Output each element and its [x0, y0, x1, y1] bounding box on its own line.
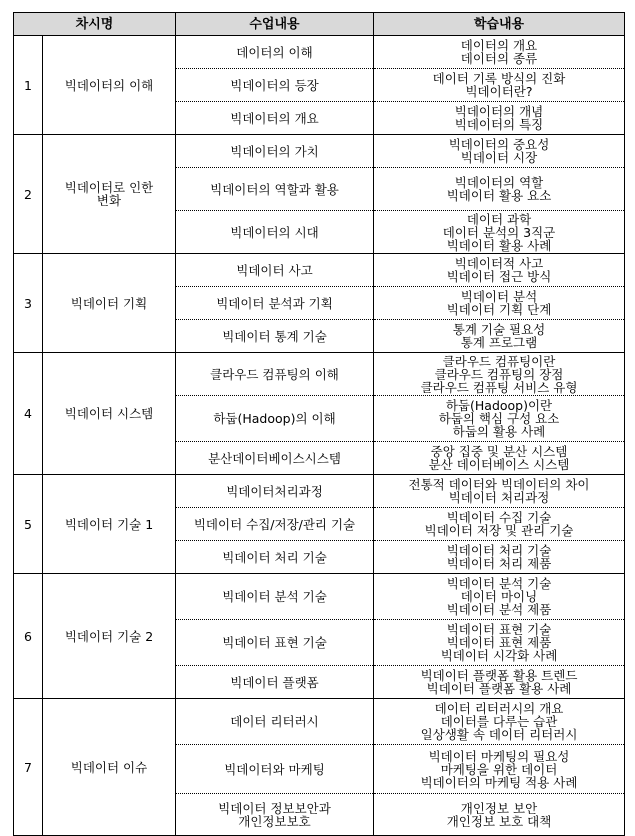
learning-content-cell	[374, 320, 625, 353]
learning-content-line: 하둡의 핵심 구성 요소	[438, 411, 560, 426]
learning-content-line: 통계 기술 필요성	[452, 322, 546, 337]
learning-content-line: 하둡(Hadoop)이란	[445, 398, 553, 413]
learning-content-line: 개인정보 보안	[460, 800, 538, 816]
learning-content-cell	[374, 168, 625, 211]
learning-content-line: 일상생활 속 데이터 리터러시	[420, 727, 578, 742]
learning-content-cell	[374, 135, 625, 168]
class-content-cell	[176, 745, 374, 794]
class-content-cell	[176, 508, 374, 541]
learning-content-cell	[374, 36, 625, 69]
session-title: 빅데이터 기술 1	[43, 475, 176, 574]
learning-content-line: 데이터의 개요	[460, 38, 538, 53]
table-row	[14, 135, 625, 168]
class-content-cell	[176, 320, 374, 353]
class-content-line: 빅데이터 통계 기술	[222, 328, 327, 344]
class-content-line: 데이터 리터러시	[230, 714, 319, 729]
class-content-line: 빅데이터 사고	[236, 262, 313, 278]
class-content-line: 빅데이터 정보보안과	[218, 800, 331, 816]
class-content-line: 빅데이터 분석 기술	[222, 589, 327, 604]
class-content-line: 하둡(Hadoop)의 이해	[213, 411, 336, 426]
learning-content-line: 빅데이터 저장 및 관리 기술	[424, 523, 574, 538]
learning-content-line: 개인정보 보호 대책	[446, 813, 552, 829]
learning-content-line: 데이터의 종류	[460, 51, 538, 66]
class-content-cell	[176, 287, 374, 320]
learning-content-line: 데이터를 다루는 습관	[440, 714, 558, 729]
class-content-line: 개인정보보호	[238, 813, 311, 829]
learning-content-line: 빅데이터 분석 제품	[446, 602, 552, 617]
session-title: 빅데이터로 인한 변화	[43, 135, 176, 254]
learning-content-cell	[374, 666, 625, 699]
class-content-line: 클라우드 컴퓨팅의 이해	[210, 366, 339, 382]
learning-content-line: 하둡의 활용 사례	[452, 424, 546, 439]
learning-content-cell	[374, 794, 625, 836]
learning-content-cell	[374, 102, 625, 135]
learning-content-line: 빅데이터 접근 방식	[446, 269, 552, 284]
class-content-line: 빅데이터의 역할과 활용	[210, 181, 339, 197]
header-class: 수업내용	[176, 13, 374, 36]
session-number: 5	[14, 475, 43, 574]
learning-content-cell	[374, 396, 625, 442]
session-title: 빅데이터 기술 2	[43, 574, 176, 699]
learning-content-line: 빅데이터의 중요성	[448, 137, 550, 152]
learning-content-line: 빅데이터의 역할	[454, 175, 544, 190]
class-content-cell	[176, 254, 374, 287]
session-number: 6	[14, 574, 43, 699]
session-number: 2	[14, 135, 43, 254]
class-content-cell	[176, 666, 374, 699]
session-number: 7	[14, 699, 43, 836]
learning-content-line: 빅데이터 처리 기술	[446, 543, 552, 558]
class-content-line: 데이터의 이해	[236, 44, 313, 60]
class-content-line: 빅데이터 분석과 기획	[216, 295, 333, 311]
class-content-cell	[176, 541, 374, 574]
session-title: 빅데이터 시스템	[43, 353, 176, 475]
table-row	[14, 36, 625, 69]
class-content-line: 빅데이터의 가치	[230, 143, 319, 159]
learning-content-line: 빅데이터적 사고	[454, 256, 544, 271]
learning-content-cell	[374, 745, 625, 794]
learning-content-cell	[374, 287, 625, 320]
class-content-cell	[176, 102, 374, 135]
learning-content-line: 빅데이터 표현 제품	[446, 635, 552, 650]
class-content-line: 빅데이터의 등장	[230, 77, 319, 93]
class-content-line: 빅데이터 처리 기술	[222, 549, 327, 565]
learning-content-cell	[374, 69, 625, 102]
learning-content-cell	[374, 699, 625, 745]
learning-content-line: 빅데이터 처리 제품	[446, 556, 552, 571]
class-content-line: 빅데이터의 시대	[230, 224, 319, 240]
learning-content-line: 빅데이터 시각화 사례	[440, 648, 558, 663]
learning-content-cell	[374, 541, 625, 574]
class-content-cell	[176, 353, 374, 396]
class-content-cell	[176, 135, 374, 168]
learning-content-line: 데이터 분석의 3직군	[442, 224, 556, 240]
learning-content-line: 빅데이터 수집 기술	[446, 510, 552, 525]
learning-content-line: 빅데이터 분석	[460, 289, 538, 304]
class-content-cell	[176, 475, 374, 508]
learning-content-line: 중앙 집중 및 분산 시스템	[430, 444, 568, 459]
learning-content-line: 빅데이터 시장	[460, 150, 538, 165]
learning-content-cell	[374, 442, 625, 475]
learning-content-line: 데이터 리터러시의 개요	[434, 701, 564, 716]
class-content-line: 빅데이터 수집/저장/관리 기술	[193, 516, 356, 532]
class-content-cell	[176, 699, 374, 745]
class-content-line: 빅데이터 플랫폼	[230, 674, 319, 690]
learning-content-line: 빅데이터 활용 요소	[446, 188, 552, 203]
class-content-cell	[176, 620, 374, 666]
class-content-cell	[176, 574, 374, 620]
header-learning: 학습내용	[374, 13, 625, 36]
learning-content-cell	[374, 574, 625, 620]
session-number: 3	[14, 254, 43, 353]
session-title: 빅데이터의 이해	[43, 36, 176, 135]
learning-content-line: 빅데이터 플랫폼 활용 사례	[426, 681, 572, 696]
learning-content-line: 통계 프로그램	[460, 335, 538, 350]
class-content-cell	[176, 36, 374, 69]
learning-content-cell	[374, 211, 625, 254]
learning-content-cell	[374, 508, 625, 541]
class-content-cell	[176, 396, 374, 442]
learning-content-line: 빅데이터 표현 기술	[446, 622, 552, 637]
learning-content-line: 빅데이터 분석 기술	[446, 576, 552, 591]
learning-content-line: 분산 데이터베이스 시스템	[428, 457, 570, 472]
class-content-line: 분산데이터베이스시스템	[208, 450, 341, 466]
learning-content-line: 데이터 마이닝	[460, 589, 538, 604]
learning-content-cell	[374, 353, 625, 396]
learning-content-cell	[374, 254, 625, 287]
session-number: 4	[14, 353, 43, 475]
class-content-cell	[176, 69, 374, 102]
learning-content-line: 데이터 기록 방식의 진화	[432, 71, 566, 86]
curriculum-body	[14, 36, 625, 836]
learning-content-line: 전통적 데이터와 빅데이터의 차이	[408, 477, 590, 492]
learning-content-line: 빅데이터의 마케팅 적용 사례	[420, 774, 578, 790]
session-title: 빅데이터 이슈	[43, 699, 176, 836]
learning-content-cell	[374, 475, 625, 508]
learning-content-line: 빅데이터의 개념	[454, 104, 544, 119]
learning-content-line: 빅데이터 기획 단계	[446, 302, 552, 317]
learning-content-cell	[374, 620, 625, 666]
learning-content-line: 빅데이터 플랫폼 활용 트렌드	[420, 668, 578, 683]
table-row	[14, 574, 625, 620]
class-content-line: 빅데이터처리과정	[226, 483, 323, 499]
class-content-line: 빅데이터의 개요	[230, 110, 319, 126]
learning-content-line: 빅데이터의 특징	[454, 117, 544, 132]
learning-content-line: 빅데이터 마케팅의 필요성	[428, 748, 570, 764]
session-title: 빅데이터 기획	[43, 254, 176, 353]
class-content-cell	[176, 211, 374, 254]
table-row	[14, 475, 625, 508]
learning-content-line: 빅데이터 처리과정	[448, 490, 550, 505]
header-session: 차시명	[14, 13, 176, 36]
learning-content-line: 빅데이터 활용 사례	[446, 237, 552, 253]
curriculum-table	[13, 12, 625, 836]
class-content-cell	[176, 442, 374, 475]
table-row	[14, 353, 625, 396]
class-content-line: 빅데이터 표현 기술	[222, 635, 327, 650]
class-content-line: 빅데이터와 마케팅	[224, 761, 325, 777]
learning-content-line: 마케팅을 위한 데이터	[440, 761, 558, 777]
session-number: 1	[14, 36, 43, 135]
learning-content-line: 클라우드 컴퓨팅의 장점	[434, 366, 564, 382]
learning-content-line: 클라우드 컴퓨팅 서비스 유형	[420, 379, 578, 395]
table-row	[14, 699, 625, 745]
table-row	[14, 254, 625, 287]
learning-content-line: 클라우드 컴퓨팅이란	[442, 353, 556, 369]
class-content-cell	[176, 794, 374, 836]
learning-content-line: 빅데이터란?	[465, 84, 533, 99]
class-content-cell	[176, 168, 374, 211]
header-row	[14, 13, 625, 36]
learning-content-line: 데이터 과학	[466, 211, 532, 227]
